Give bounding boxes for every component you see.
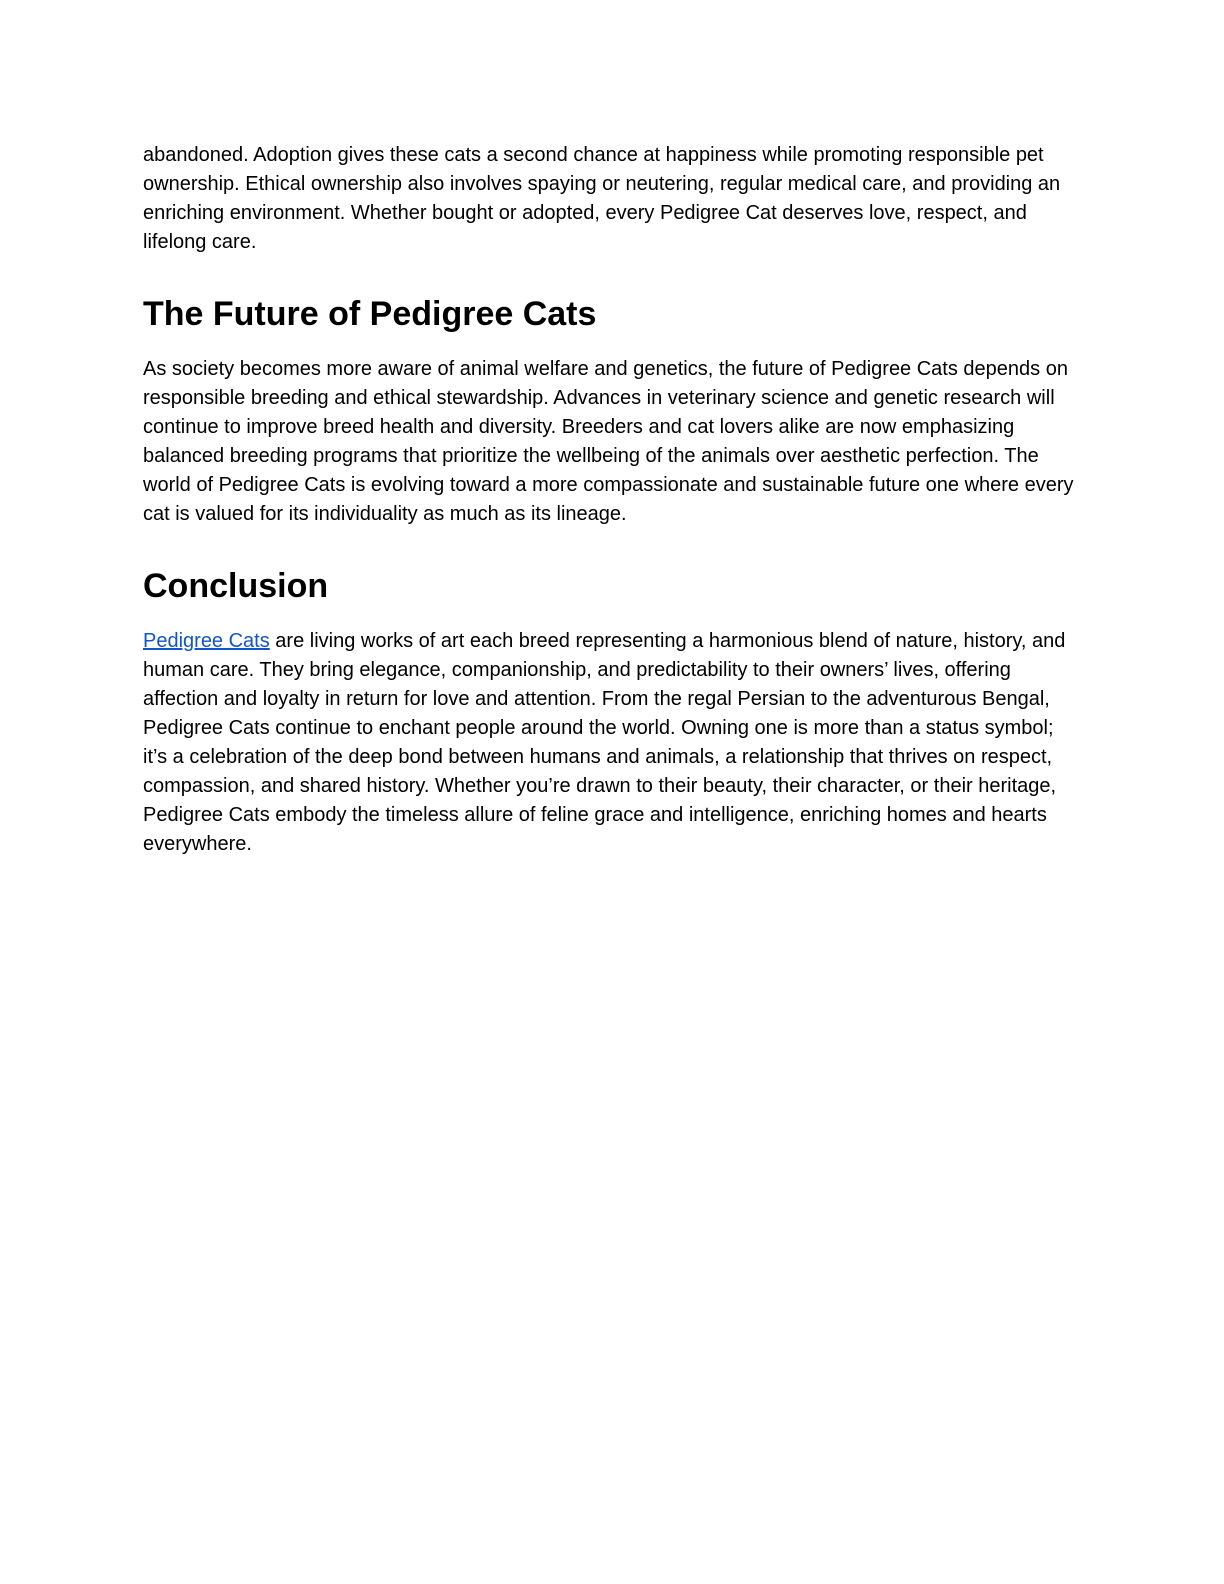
pedigree-cats-link[interactable]: Pedigree Cats: [143, 630, 270, 652]
conclusion-paragraph: [143, 627, 1083, 859]
intro-paragraph: abandoned. Adoption gives these cats a second chance at happiness while promoting responsible pet ownership. Ethical ownership also involves spaying or neutering, regular medical care, and providing an enriching environment. Whether bought or adopted, every Pedigree Cat deserves love, respect, and lifelong care.: [143, 144, 1061, 253]
section-heading-future: The Future of Pedigree Cats: [143, 295, 597, 333]
conclusion-paragraph-text: are living works of art each breed representing a harmonious blend of nature, history, and human care. They bring elegance, companionship, and predictability to their owners’ lives, offering affection and loyalty in return for love and attention. From the regal Persian to the adventurous Bengal, Pedigree Cats continue to enchant people around the world. Owning one is more than a status symbol; it’s a celebration of the deep bond between humans and animals, a relationship that thrives on respect, compassion, and shared history. Whether you’re drawn to their beauty, their character, or their heritage, Pedigree Cats embody the timeless allure of feline grace and intelligence, enriching homes and hearts everywhere.: [143, 630, 1066, 855]
future-paragraph: As society becomes more aware of animal welfare and genetics, the future of Pedigree Cats depends on responsible breeding and ethical stewardship. Advances in veterinary science and genetic research will continue to improve breed health and diversity. Breeders and cat lovers alike are now emphasizing balanced breeding programs that prioritize the wellbeing of the animals over aesthetic perfection. The world of Pedigree Cats is evolving toward a more compassionate and sustainable future one where every cat is valued for its individuality as much as its lineage.: [143, 358, 1074, 525]
section-heading-conclusion: Conclusion: [143, 567, 329, 605]
document-body: [143, 141, 1083, 859]
